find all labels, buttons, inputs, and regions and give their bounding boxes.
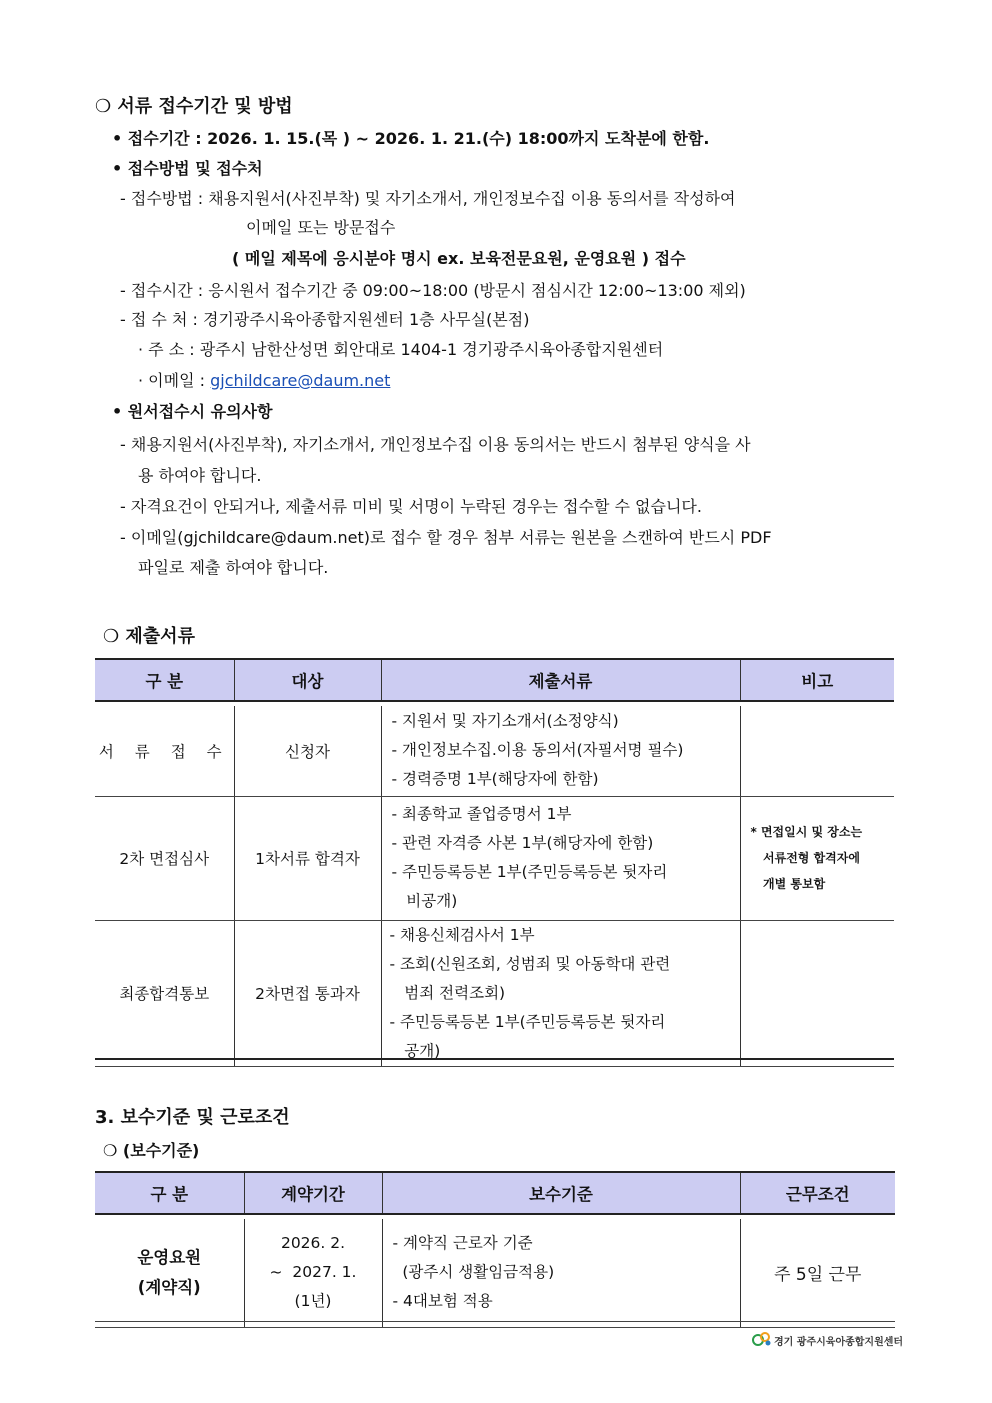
header-work-conditions: 근무조건	[740, 1172, 895, 1214]
table-bottom-rule	[95, 1058, 894, 1060]
table-row	[95, 706, 894, 796]
stage-cell: 2차 면접심사	[95, 796, 234, 920]
remarks-cell	[740, 706, 894, 796]
role-type: (계약직)	[137, 1277, 201, 1297]
reception-place: - 접 수 처 : 경기광주시육아종합지원센터 1층 사무실(본점)	[120, 310, 530, 329]
list-item: - 조회(신원조회, 성범죄 및 아동학대 관련	[389, 954, 671, 973]
section-title-documents: ❍ 제출서류	[103, 626, 195, 647]
list-item: - 계약직 근로자 기준	[392, 1234, 533, 1253]
caution-1-cont: 용 하여야 합니다.	[138, 466, 262, 485]
application-period: • 접수기간 : 2026. 1. 15.(목 ) ~ 2026. 1. 21.(수) 18:00까지 도착분에 한함.	[112, 129, 710, 148]
table-row	[95, 796, 894, 920]
list-item: - 경력증명 1부(해당자에 한함)	[391, 770, 599, 789]
caution-2: - 자격요건이 안되거나, 제출서류 미비 및 서명이 누락된 경우는 접수할 수 없습니다.	[120, 497, 702, 516]
pay-table-bottom-rule	[95, 1321, 895, 1322]
pay-cell	[382, 1219, 740, 1327]
table-row	[95, 1219, 895, 1327]
period-cell	[244, 1219, 382, 1327]
email-link[interactable]: gjchildcare@daum.net	[210, 371, 391, 390]
period-end: ~ 2027. 1.	[269, 1263, 357, 1282]
pay-subtitle: ❍ (보수기준)	[103, 1141, 200, 1160]
target-cell: 1차서류 합격자	[234, 796, 381, 920]
remarks-cell	[740, 796, 894, 920]
conditions-cell: 주 5일 근무	[740, 1219, 895, 1327]
list-item: - 지원서 및 자기소개서(소정양식)	[391, 712, 619, 731]
caution-3-cont: 파일로 제출 하여야 합니다.	[138, 558, 329, 577]
target-cell: 2차면접 통과자	[234, 920, 381, 1066]
caution-1: - 채용지원서(사진부착), 자기소개서, 개인정보수집 이용 동의서는 반드시 첨부된 양식을 사	[120, 435, 751, 454]
pay-table	[95, 1171, 895, 1328]
header-pay-standard: 보수기준	[382, 1172, 740, 1214]
list-item: - 주민등록등본 1부(주민등록등본 뒷자리	[389, 1012, 666, 1031]
list-item: - 4대보험 적용	[392, 1292, 493, 1311]
header-contract-period: 계약기간	[244, 1172, 382, 1214]
header-remarks: 비고	[740, 659, 894, 701]
list-item: (광주시 생활임금적용)	[392, 1263, 555, 1282]
remark-line: 서류전형 합격자에	[750, 851, 860, 865]
list-item: - 관련 자격증 사본 1부(해당자에 한함)	[391, 834, 654, 852]
email-line	[138, 368, 390, 391]
header-category: 구 분	[95, 1172, 244, 1214]
list-item: - 채용신체검사서 1부	[389, 925, 535, 944]
caution-heading: • 원서접수시 유의사항	[112, 402, 273, 421]
center-logo-icon	[752, 1331, 772, 1347]
header-category: 구 분	[95, 659, 234, 701]
mail-subject-note: ( 메일 제목에 응시분야 명시 ex. 보육전문요원, 운영요원 ) 접수	[232, 249, 686, 268]
list-item: 범죄 전력조회)	[389, 983, 506, 1002]
table-row	[95, 920, 894, 1066]
stage-cell: 최종합격통보	[95, 920, 234, 1066]
stage-cell: 서 류 접 수	[95, 706, 234, 796]
method-line-cont: 이메일 또는 방문접수	[246, 218, 396, 237]
section-title-pay: 3. 보수기준 및 근로조건	[95, 1107, 290, 1128]
remark-line: 개별 통보함	[750, 877, 826, 891]
list-item: - 개인정보수집.이용 동의서(자필서명 필수)	[391, 741, 684, 760]
period-duration: (1년)	[294, 1292, 332, 1311]
role-cell	[95, 1219, 244, 1327]
documents-cell	[381, 796, 740, 920]
documents-cell	[381, 920, 740, 1066]
email-label: · 이메일 :	[138, 371, 211, 390]
section-title-application: ❍ 서류 접수기간 및 방법	[95, 96, 293, 117]
table-header-row	[95, 1172, 895, 1214]
table-header-row	[95, 659, 894, 701]
header-documents: 제출서류	[381, 659, 740, 701]
address-line: · 주 소 : 광주시 남한산성면 회안대로 1404-1 경기광주시육아종합지원센터	[138, 340, 664, 359]
list-item: - 최종학교 졸업증명서 1부	[391, 805, 572, 823]
documents-cell	[381, 706, 740, 796]
caution-3: - 이메일(gjchildcare@daum.net)로 접수 할 경우 첨부 서류는 원본을 스캔하여 반드시 PDF	[120, 528, 772, 547]
method-heading: • 접수방법 및 접수처	[112, 159, 263, 178]
documents-table	[95, 658, 894, 1067]
list-item: 공개)	[389, 1041, 441, 1060]
header-target: 대상	[234, 659, 381, 701]
footer-org: 경기 광주시육아종합지원센터	[774, 1337, 904, 1348]
remarks-cell	[740, 920, 894, 1066]
target-cell: 신청자	[234, 706, 381, 796]
method-line: - 접수방법 : 채용지원서(사진부착) 및 자기소개서, 개인정보수집 이용 동의서를 작성하여	[120, 189, 736, 208]
reception-time: - 접수시간 : 응시원서 접수기간 중 09:00~18:00 (방문시 점심시간 12:00~13:00 제외)	[120, 281, 746, 300]
role-name: 운영요원	[137, 1247, 202, 1267]
list-item: - 주민등록등본 1부(주민등록등본 뒷자리	[391, 863, 668, 881]
remark-line: * 면접일시 및 장소는	[750, 825, 863, 839]
period-start: 2026. 2.	[280, 1234, 346, 1253]
list-item: 비공개)	[391, 892, 458, 910]
